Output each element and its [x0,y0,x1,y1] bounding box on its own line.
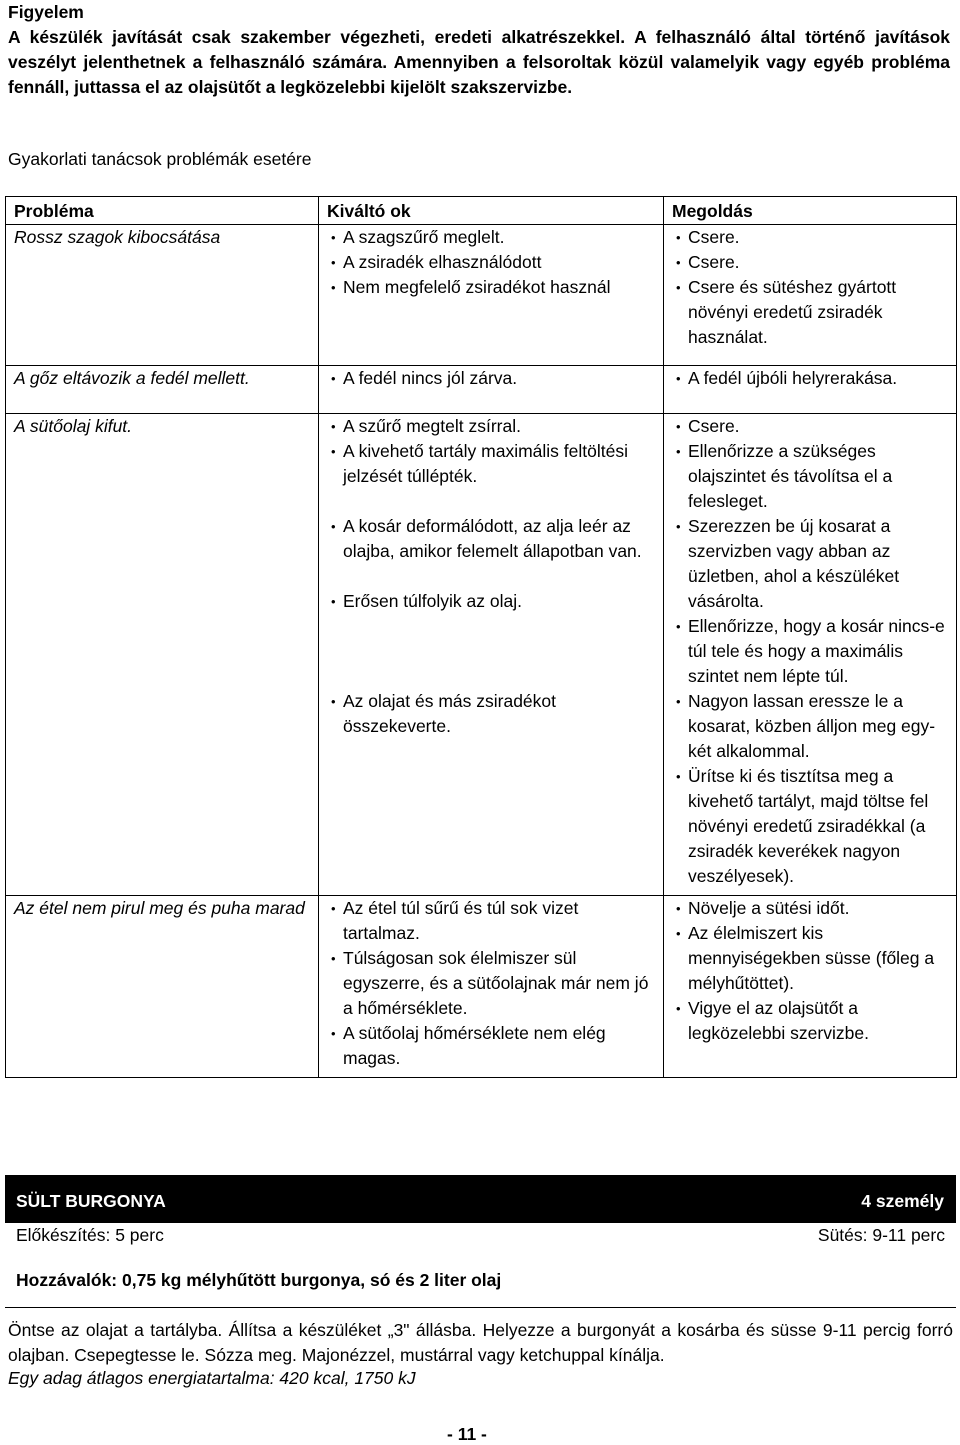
spacer [327,614,655,689]
energy-content: Egy adag átlagos energiatartalma: 420 kcal, 1750 kJ [8,1368,416,1388]
cause-item: • Túlságosan sok élelmiszer sül egyszerre, és a sütőolajnak már nem jó a hőmérséklete. [327,946,655,1021]
prep-time: Előkészítés: 5 perc [16,1225,164,1245]
cause-cell [319,225,664,366]
problem-cell: A gőz eltávozik a fedél mellett. [6,366,319,414]
problem-cell: A sütőolaj kifut. [6,414,319,896]
solution-cell [664,414,957,896]
solution-item: • Nagyon lassan eressze le a kosarat, közben álljon meg egy-két alkalommal. [672,689,948,764]
cause-cell [319,414,664,896]
solution-cell [664,225,957,366]
cause-item: • Nem megfelelő zsiradékot használ [327,275,655,300]
cause-item: • Erősen túlfolyik az olaj. [327,589,655,614]
spacer [327,489,655,514]
solution-item: • Növelje a sütési időt. [672,896,948,921]
header-solution: Megoldás [664,197,957,225]
cause-item: • A zsiradék elhasználódott [327,250,655,275]
solution-item: • Szerezzen be új kosarat a szervizben vagy abban az üzletben, ahol a készüléket vásárolta. [672,514,948,614]
cause-cell [319,366,664,414]
spacer [327,564,655,589]
warning-title: Figyelem [8,2,84,22]
page-number: - 11 - [447,1424,487,1444]
header-cause: Kiváltó ok [319,197,664,225]
table-header-row [6,197,957,225]
table-row [6,896,957,1078]
troubleshooting-table [5,196,957,1078]
cause-item: • Az étel túl sűrű és túl sok vizet tartalmaz. [327,896,655,946]
solution-item: • Csere. [672,414,948,439]
solution-cell [664,896,957,1078]
header-problem: Probléma [6,197,319,225]
problem-cell: Az étel nem pirul meg és puha marad [6,896,319,1078]
solution-item: • Csere és sütéshez gyártott növényi eredetű zsiradék használat. [672,275,948,350]
warning-section [8,0,950,100]
cause-item: • A szagszűrő meglelt. [327,225,655,250]
cause-item: • A fedél nincs jól zárva. [327,366,655,391]
cause-item: • A kivehető tartály maximális feltöltési jelzését túllépték. [327,439,655,489]
solution-item: • Vigye el az olajsütőt a legközelebbi szervizbe. [672,996,948,1046]
tips-title: Gyakorlati tanácsok problémák esetére [8,149,312,169]
recipe-servings: 4 személy [861,1191,944,1211]
solution-item: • Ürítse ki és tisztítsa meg a kivehető tartályt, majd töltse fel növényi eredetű zsiradékkal (a zsiradék keverékek nagyon veszélyesek). [672,764,948,889]
solution-item: • Csere. [672,250,948,275]
divider [5,1307,956,1308]
cause-item: • A kosár deformálódott, az alja leér az olajba, amikor felemelt állapotban van. [327,514,655,564]
table-row [6,225,957,366]
solution-item: • Ellenőrizze, hogy a kosár nincs-e túl tele és hogy a maximális szintet nem lépte túl. [672,614,948,689]
recipe-name: SÜLT BURGONYA [16,1191,166,1211]
cause-item: • Az olajat és más zsiradékot összekeverte. [327,689,655,739]
table-row [6,366,957,414]
cook-time: Sütés: 9-11 perc [817,1225,945,1245]
solution-item: • Ellenőrizze a szükséges olajszintet és távolítsa el a felesleget. [672,439,948,514]
solution-item: • Csere. [672,225,948,250]
warning-text: A készülék javítását csak szakember végezheti, eredeti alkatrészekkel. A felhasználó által történő javítások veszélyt jelenthetnek a felhasználó számára. Amennyiben a felsoroltak közül valamelyik vagy egyéb probléma fennáll, juttassa el az olajsütőt a legközelebbi kijelölt szakszervizbe. [8,27,950,97]
solution-item: • A fedél újbóli helyrerakása. [672,366,948,391]
cause-cell [319,896,664,1078]
problem-cell: Rossz szagok kibocsátása [6,225,319,366]
cause-item: • A szűrő megtelt zsírral. [327,414,655,439]
solution-cell [664,366,957,414]
table-row [6,414,957,896]
solution-item: • Az élelmiszert kis mennyiségekben süsse (főleg a mélyhűtöttet). [672,921,948,996]
recipe-method: Öntse az olajat a tartályba. Állítsa a készüléket „3" állásba. Helyezze a burgonyát a kosárba és süsse 9-11 percig forró olajban. Csepegtesse le. Sózza meg. Majonézzel, mustárral vagy ketchuppal kínálja. [8,1320,953,1365]
cause-item: • A sütőolaj hőmérséklete nem elég magas. [327,1021,655,1071]
ingredients: Hozzávalók: 0,75 kg mélyhűtött burgonya, só és 2 liter olaj [16,1270,502,1290]
recipe-header-bar [5,1175,956,1223]
